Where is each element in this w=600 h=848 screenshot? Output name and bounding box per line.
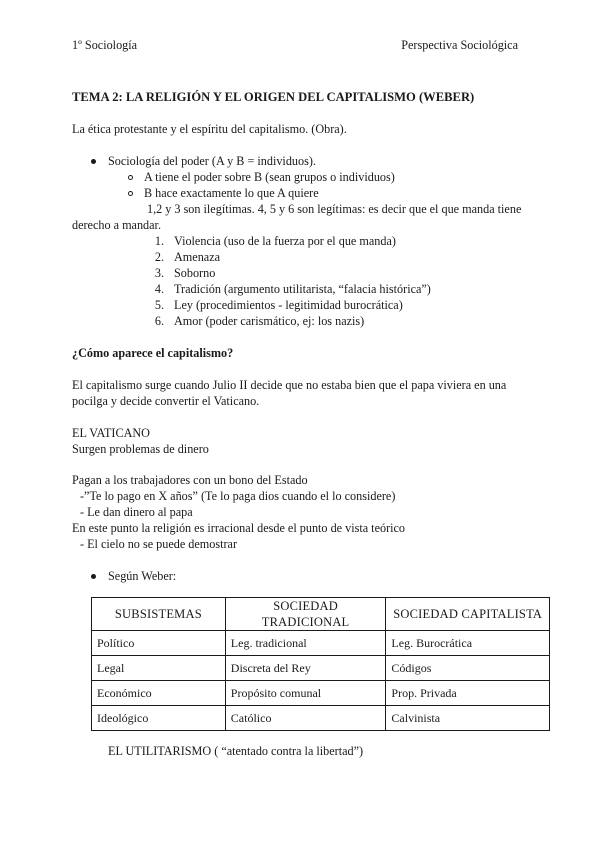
bullet-dot-icon bbox=[91, 159, 96, 164]
table-cell: Propósito comunal bbox=[225, 681, 386, 706]
table-cell: Católico bbox=[225, 706, 386, 731]
pagan-line: - Le dan dinero al papa bbox=[80, 505, 193, 519]
legit-line-1: 1,2 y 3 son ilegítimas. 4, 5 y 6 son legítimas: es decir que el que manda tiene bbox=[147, 202, 522, 216]
bullet-sociologia-poder: Sociología del poder (A y B = individuos). bbox=[108, 154, 316, 168]
table-row bbox=[92, 706, 550, 731]
sub-bullet-b: B hace exactamente lo que A quiere bbox=[144, 186, 319, 200]
list-item: 1. Violencia (uso de la fuerza por el que manda) bbox=[154, 234, 396, 248]
table-cell: Calvinista bbox=[386, 706, 550, 731]
sub-bullet-a: A tiene el poder sobre B (sean grupos o individuos) bbox=[144, 170, 395, 184]
table-cell: Códigos bbox=[386, 656, 550, 681]
table-header-row bbox=[92, 598, 550, 631]
list-item: 5. Ley (procedimientos - legitimidad burocrática) bbox=[154, 298, 403, 312]
bullet-circle-icon bbox=[128, 191, 133, 196]
table-cell: Ideológico bbox=[92, 706, 226, 731]
table-cell: Prop. Privada bbox=[386, 681, 550, 706]
paragraph-line: El capitalismo surge cuando Julio II decide que no estaba bien que el papa viviera en una bbox=[72, 378, 507, 392]
bullet-segun-weber: Según Weber: bbox=[108, 569, 177, 583]
table-cell: Legal bbox=[92, 656, 226, 681]
subsystems-table bbox=[91, 597, 550, 731]
bullet-dot-icon bbox=[91, 574, 96, 579]
pagan-line: -”Te lo pago en X años” (Te lo paga dios cuando el lo considere) bbox=[80, 489, 396, 503]
table-cell: Leg. Burocrática bbox=[386, 631, 550, 656]
table-cell: Discreta del Rey bbox=[225, 656, 386, 681]
bullet-circle-icon bbox=[128, 175, 133, 180]
list-item: 6. Amor (poder carismático, ej: los nazis) bbox=[154, 314, 365, 328]
table-row bbox=[92, 681, 550, 706]
table-row bbox=[92, 631, 550, 656]
table-header-cell: SOCIEDAD TRADICIONAL bbox=[225, 598, 386, 631]
table-cell: Económico bbox=[92, 681, 226, 706]
pagan-line: Pagan a los trabajadores con un bono del Estado bbox=[72, 473, 308, 487]
page-title: TEMA 2: LA RELIGIÓN Y EL ORIGEN DEL CAPITALISMO (WEBER) bbox=[72, 90, 475, 104]
header-left: 1º Sociología bbox=[72, 38, 138, 52]
pagan-line: En este punto la religión es irracional desde el punto de vista teórico bbox=[72, 521, 406, 535]
table-row bbox=[92, 656, 550, 681]
table-cell: Leg. tradicional bbox=[225, 631, 386, 656]
list-item: 4. Tradición (argumento utilitarista, “falacia histórica”) bbox=[154, 282, 431, 296]
vaticano-heading: EL VATICANO bbox=[72, 426, 150, 440]
intro-text: La ética protestante y el espíritu del capitalismo. (Obra). bbox=[72, 122, 347, 136]
header-right: Perspectiva Sociológica bbox=[401, 38, 518, 52]
table-header-cell: SOCIEDAD CAPITALISTA bbox=[386, 598, 550, 631]
table-header-cell: SUBSISTEMAS bbox=[92, 598, 226, 631]
table-cell: Político bbox=[92, 631, 226, 656]
paragraph-line: pocilga y decide convertir el Vaticano. bbox=[72, 394, 260, 408]
legit-line-2: derecho a mandar. bbox=[72, 218, 161, 232]
list-item: 2. Amenaza bbox=[154, 250, 221, 264]
pagan-line: - El cielo no se puede demostrar bbox=[80, 537, 238, 551]
list-item: 3. Soborno bbox=[154, 266, 216, 280]
section-question: ¿Cómo aparece el capitalismo? bbox=[72, 346, 234, 360]
utilitarismo-heading: EL UTILITARISMO ( “atentado contra la libertad”) bbox=[108, 744, 364, 758]
vaticano-line: Surgen problemas de dinero bbox=[72, 442, 209, 456]
